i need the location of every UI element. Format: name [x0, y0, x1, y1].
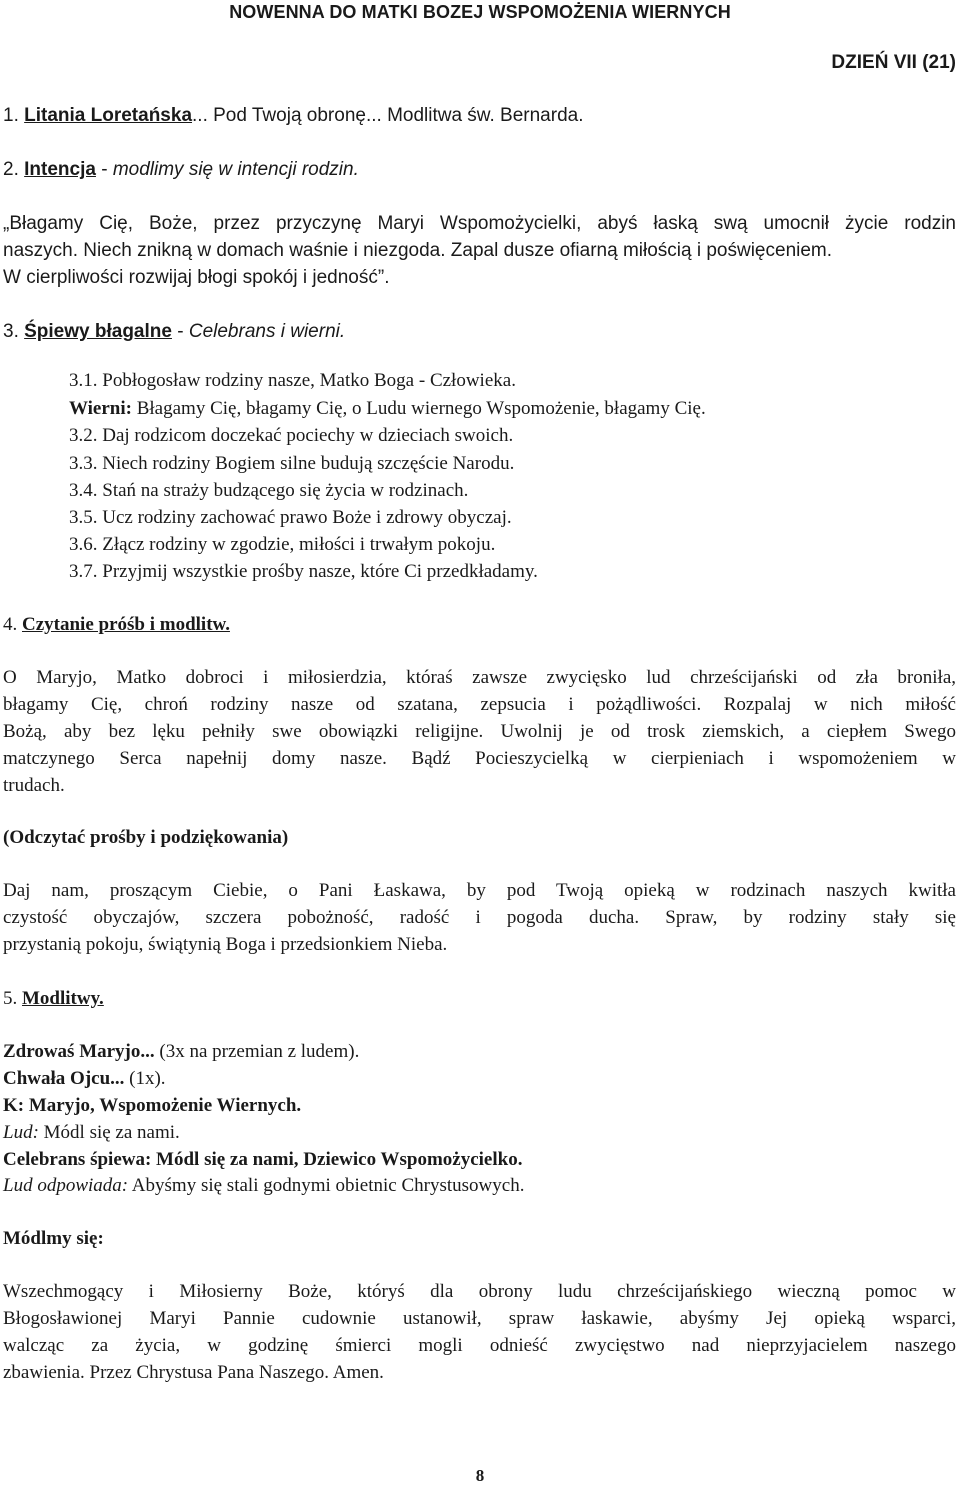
hail-mary-line: [3, 1038, 359, 1065]
intention-line-1: „Błagamy Cię, Boże, przez przyczynę Maryi Wspomożycielki, abyś łaską swą umocnił życie rodzin: [3, 213, 956, 234]
page-number: 8: [475, 1466, 485, 1485]
section-3-separator: -: [171, 321, 189, 342]
section-1-title: Litania Loretańska: [24, 105, 193, 126]
section-4-line: [3, 611, 230, 638]
prayer-1-line-5: trudach.: [3, 775, 65, 796]
hail-mary-title: Zdrowaś Maryjo...: [3, 1041, 155, 1062]
section-2-title: Intencja: [24, 159, 96, 180]
chant-item-3-6: 3.6. Złącz rodziny w zgodzie, miłości i trwałym pokoju.: [69, 534, 496, 555]
people-response: Módl się za nami.: [38, 1122, 180, 1143]
prayer-1-line-1: O Maryjo, Matko dobroci i miłosierdzia, któraś zawsze zwycięsko lud chrześcijański od zła broniła,: [3, 667, 956, 688]
people-answer-label: Lud odpowiada:: [3, 1175, 129, 1196]
celebrant-sings-line: Celebrans śpiewa: Módl się za nami, Dziewico Wspomożycielko.: [3, 1149, 523, 1170]
chant-item-3-5: 3.5. Ucz rodziny zachować prawo Boże i zdrowy obyczaj.: [69, 507, 512, 528]
prayer-1-line-4: matczynego Serca napełnij domy nasze. Bądź Pocieszycielką w cierpieniach i wspomożeniem w: [3, 748, 956, 769]
chant-item-3-4: 3.4. Stań na straży budzącego się życia w rodzinach.: [69, 480, 469, 501]
section-1-rest: ... Pod Twoją obronę... Modlitwa św. Bernarda.: [192, 105, 584, 126]
people-answer-line: [3, 1172, 524, 1199]
celebrant-invocation: K: Maryjo, Wspomożenie Wiernych.: [3, 1095, 302, 1116]
glory-be-line: [3, 1065, 166, 1092]
final-prayer-line-1: Wszechmogący i Miłosierny Boże, któryś dla obrony ludu chrześcijańskiego wieczną pomoc w: [3, 1281, 956, 1302]
let-us-pray-heading: Módlmy się:: [3, 1228, 104, 1249]
hail-mary-note: (3x na przemian z ludem).: [154, 1041, 360, 1062]
section-2-line: [3, 156, 359, 183]
section-5-number: 5.: [3, 988, 22, 1009]
chant-item-3-7: 3.7. Przyjmij wszystkie prośby nasze, które Ci przedkładamy.: [69, 561, 538, 582]
section-1-line: [3, 102, 583, 129]
section-1-number: 1.: [3, 105, 25, 126]
chant-item-3-2: 3.2. Daj rodzicom doczekać pociechy w dzieciach swoich.: [69, 425, 514, 446]
chant-item-3-3: 3.3. Niech rodziny Bogiem silne budują szczęście Narodu.: [69, 453, 515, 474]
chant-response-label: Wierni:: [69, 398, 132, 419]
section-3-line: [3, 318, 345, 345]
section-3-title: Śpiewy błagalne: [24, 321, 172, 342]
section-3-subtitle: Celebrans i wierni.: [188, 321, 346, 342]
section-2-separator: -: [95, 159, 113, 180]
glory-be-title: Chwała Ojcu...: [3, 1068, 125, 1089]
requests-note: (Odczytać prośby i podziękowania): [3, 827, 289, 848]
final-prayer-line-2: Błogosławionej Maryi Pannie cudownie ustanowił, spraw łaskawie, abyśmy Jej opieką wsparci,: [3, 1308, 956, 1329]
people-response-line: [3, 1119, 180, 1146]
prayer-2-line-2: czystość obyczajów, szczera pobożność, radość i pogoda ducha. Spraw, by rodziny stały się: [3, 907, 956, 928]
chant-response-text: Błagamy Cię, błagamy Cię, o Ludu wiernego Wspomożenie, błagamy Cię.: [131, 398, 706, 419]
glory-be-note: (1x).: [124, 1068, 166, 1089]
people-answer-text: Abyśmy się stali godnymi obietnic Chrystusowych.: [128, 1175, 525, 1196]
section-4-number: 4.: [3, 614, 22, 635]
people-label: Lud:: [3, 1122, 39, 1143]
intention-line-2: naszych. Niech znikną w domach waśnie i niezgoda. Zapal dusze ofiarną miłością i poświęceniem.: [3, 240, 833, 261]
intention-line-3: W cierpliwości rozwijaj błogi spokój i jedność”.: [3, 267, 390, 288]
section-5-title: Modlitwy.: [22, 988, 104, 1009]
final-prayer-line-4: zbawienia. Przez Chrystusa Pana Naszego. Amen.: [3, 1362, 384, 1383]
day-label: DZIEŃ VII (21): [831, 52, 956, 73]
section-2-number: 2.: [3, 159, 25, 180]
final-prayer-line-3: walcząc za życia, w godzinę śmierci mogli odnieść zwycięstwo nad nieprzyjacielem naszego: [3, 1335, 956, 1356]
prayer-1-line-3: Bożą, aby bez lęku pełniły swe obowiązki religijne. Uwolnij je od trosk ziemskich, a ciepłem Swego: [3, 721, 956, 742]
chant-item-3-1: 3.1. Pobłogosław rodziny nasze, Matko Boga - Człowieka.: [69, 370, 516, 391]
prayer-1-line-2: błagamy Cię, chroń rodziny nasze od szatana, zepsucia i pożądliwości. Rozpalaj w nich miłość: [3, 694, 956, 715]
chant-response-line: [69, 395, 706, 422]
section-3-number: 3.: [3, 321, 25, 342]
document-header-title: NOWENNA DO MATKI BOZEJ WSPOMOŻENIA WIERNYCH: [229, 2, 731, 22]
prayer-2-line-3: przystanią pokoju, świątynią Boga i przedsionkiem Nieba.: [3, 934, 448, 955]
prayer-2-line-1: Daj nam, proszącym Ciebie, o Pani Łaskawa, by pod Twoją opieką w rodzinach naszych kwitła: [3, 880, 956, 901]
section-4-title: Czytanie próśb i modlitw.: [22, 614, 230, 635]
section-5-line: [3, 985, 104, 1012]
section-2-subtitle: modlimy się w intencji rodzin.: [112, 159, 359, 180]
